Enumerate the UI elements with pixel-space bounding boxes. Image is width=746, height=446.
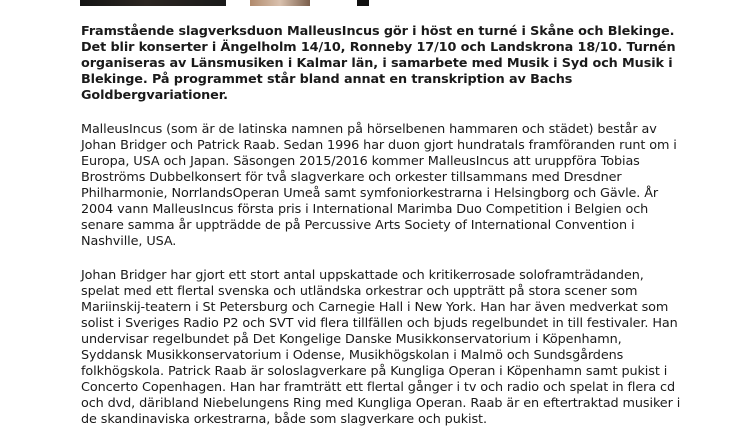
article-photo-left — [80, 0, 226, 6]
article-photo-right — [357, 0, 369, 6]
article-paragraph-2: Johan Bridger har gjort ett stort antal uppskattade och kritikerrosade soloframträdanden, spelat med ett flertal svenska och utländska orkestrar och uppträtt på stora scener som Mariinskij-teatern i St Petersburg och Carnegie Hall i New York. Han har även medverkat som solist i Sveriges Radio P2 och SVT vid flera tillfällen och bjuds regelbundet in till festivaler. Han undervisar regelbundet på Det Kongelige Danske Musikkonservatorium i Köpenhamn, Syddansk Musikkonservatorium i Odense, Musikhögskolan i Malmö och Sundsgårdens folkhögskola. Patrick Raab är soloslagverkare på Kungliga Operan i Köpenhamn samt pukist i Concerto Copenhagen. Han har framträtt ett flertal gånger i tv och radio och spelat in flera cd och dvd, däribland Niebelungens Ring med Kungliga Operan. Raab är en eftertraktad musiker i de skandinaviska orkestrarna, både som slagverkare och pukist. — [81, 268, 681, 427]
article-body — [81, 24, 681, 446]
article-paragraph-1: MalleusIncus (som är de latinska namnen på hörselbenen hammaren och städet) består av Johan Bridger och Patrick Raab. Sedan 1996 har duon gjort hundratals framföranden runt om i Europa, USA och Japan. Säsongen 2015/2016 kommer MalleusIncus att uruppföra Tobias Broströms Dubbelkonsert för två slagverkare och orkester tillsammans med Dresdner Philharmonie, NorrlandsOperan Umeå samt symfoniorkestrarna i Helsingborg och Gävle. År 2004 vann MalleusIncus första pris i International Marimba Duo Competition i Belgien och senare samma år uppträdde de på Percussive Arts Society of International Convention i Nashville, USA. — [81, 122, 677, 249]
top-image-strip — [0, 0, 746, 10]
article-photo-middle — [250, 0, 310, 6]
article-lead: Framstående slagverksduon MalleusIncus gör i höst en turné i Skåne och Blekinge. Det blir konserter i Ängelholm 14/10, Ronneby 17/10 och Landskrona 18/10. Turnén organiseras av Länsmusiken i Kalmar län, i samarbete med Musik i Syd och Musik i Blekinge. På programmet står bland annat en transkription av Bachs Goldbergvariationer. — [81, 24, 676, 103]
